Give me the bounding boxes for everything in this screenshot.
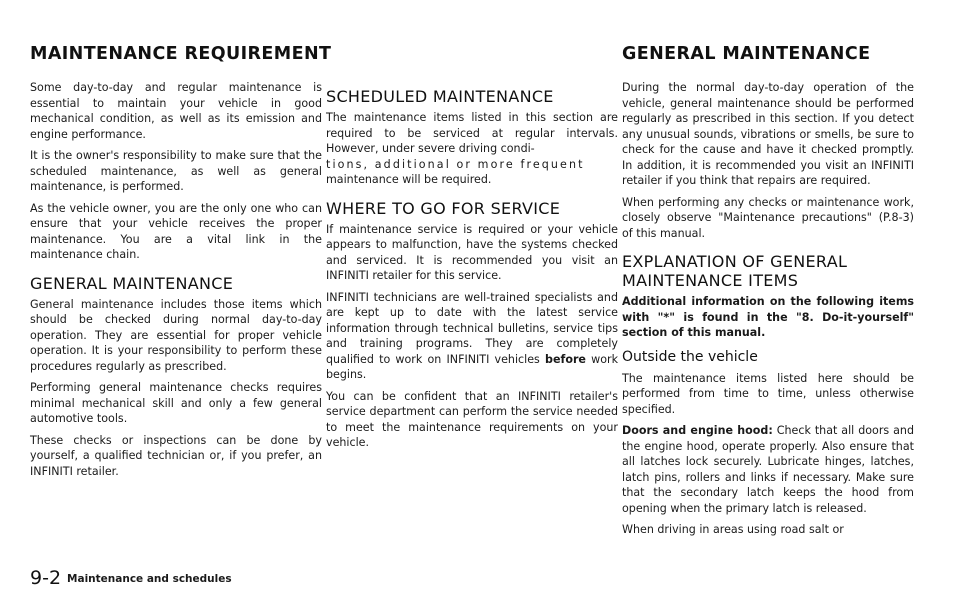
paragraph: Performing general maintenance checks requires minimal mechanical skill and only a few general automotive tools.	[30, 381, 322, 425]
column-2	[326, 80, 618, 457]
paragraph	[326, 110, 618, 157]
section-heading-general-maintenance: GENERAL MAINTENANCE	[30, 273, 234, 293]
paragraph: When performing any checks or maintenance work, closely observe "Maintenance precautions" (P.8-3) of this manual.	[622, 195, 914, 240]
footer-section-name: Maintenance and schedules	[67, 573, 232, 585]
page-number: 9-2	[30, 567, 62, 589]
section-heading-scheduled-maintenance: SCHEDULED MAINTENANCE	[326, 87, 554, 106]
paragraph-text: Check that all doors and the engine hood, operate properly. Also ensure that all latches lock securely. Lubricate hinges, latches, latch pins, rollers and links if necessary. Make sure that the secondary latch keeps the hood from opening when the primary latch is released.	[622, 424, 914, 515]
paragraph-text: work begins.	[326, 352, 618, 381]
page-heading-right: GENERAL MAINTENANCE	[622, 44, 871, 64]
paragraph: General maintenance includes those items which should be checked during normal day-to-day operation. They are essential for proper vehicle operation. It is your responsibility to perform these procedures regularly as prescribed.	[30, 297, 322, 373]
page-heading-left: MAINTENANCE REQUIREMENT	[30, 44, 332, 64]
column-3	[622, 80, 914, 544]
paragraph	[326, 290, 618, 383]
label-doors-engine-hood: Doors and engine hood:	[622, 424, 773, 437]
paragraph: The maintenance items listed here should be performed from time to time, unless otherwise specified.	[622, 371, 914, 416]
note-paragraph: Additional information on the following items with "*" is found in the "8. Do-it-yourself" section of this manual.	[622, 295, 914, 339]
paragraph: When driving in areas using road salt or	[622, 523, 844, 536]
paragraph: Some day-to-day and regular maintenance is essential to maintain your vehicle in good mechanical condition, as well as its emission and engine performance.	[30, 81, 322, 141]
paragraph-text: INFINITI technicians are well-trained specialists and are kept up to date with the latest service information through technical bulletins, service tips and training programs. They are completely qualified to work on INFINITI vehicles	[326, 290, 618, 366]
paragraph: These checks or inspections can be done by yourself, a qualified technician or, if you prefer, an INFINITI retailer.	[30, 433, 322, 478]
paragraph: As the vehicle owner, you are the only one who can ensure that your vehicle receives the proper maintenance. You are a vital link in the maintenance chain.	[30, 201, 322, 261]
paragraph: You can be confident that an INFINITI retailer's service department can perform the service needed to meet the maintenance requirements on your vehicle.	[326, 389, 618, 449]
column-1	[30, 80, 322, 485]
paragraph	[622, 423, 914, 516]
page-footer	[30, 567, 232, 589]
section-heading-where-to-go: WHERE TO GO FOR SERVICE	[326, 198, 561, 218]
subheading-outside-vehicle: Outside the vehicle	[622, 348, 758, 365]
paragraph: It is the owner's responsibility to make sure that the scheduled maintenance, as well as general maintenance, is performed.	[30, 149, 322, 193]
paragraph-line: maintenance will be required.	[326, 173, 492, 186]
paragraph-line: tions, additional or more frequent	[326, 157, 585, 171]
paragraph: During the normal day-to-day operation of the vehicle, general maintenance should be performed regularly as prescribed in this section. If you detect any unusual sounds, vibrations or smells, be sure to check for the cause and have it checked promptly. In addition, it is recommended you visit an INFINITI retailer if you think that repairs are required.	[622, 81, 914, 187]
paragraph: If maintenance service is required or your vehicle appears to malfunction, have the systems checked and serviced. It is recommended you visit an INFINITI retailer for this service.	[326, 222, 618, 282]
emphasis-before: before	[545, 352, 586, 366]
paragraph-text: The maintenance items listed in this section are required to be serviced at regular intervals. However, under severe driving condi-	[326, 111, 618, 155]
section-heading-explanation: EXPLANATION OF GENERAL MAINTENANCE ITEMS	[622, 252, 848, 290]
